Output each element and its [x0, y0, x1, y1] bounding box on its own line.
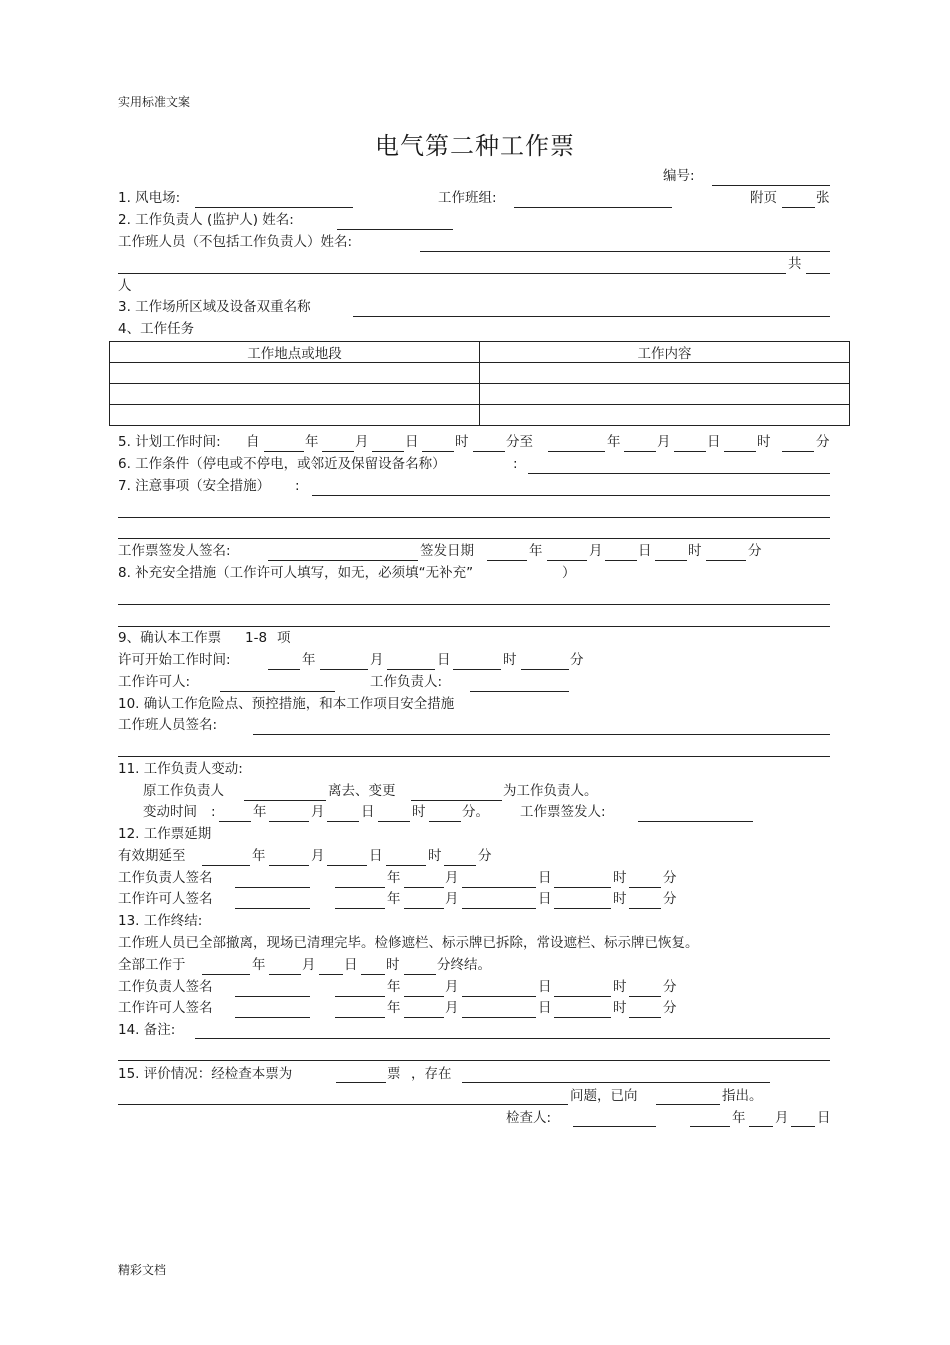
attached-pages-field[interactable]	[782, 207, 815, 208]
ticket-grade-field[interactable]	[336, 1082, 386, 1083]
month-label: 月	[445, 891, 459, 907]
end-day-field[interactable]	[319, 974, 343, 975]
permit-month-field[interactable]	[320, 669, 368, 670]
conditions-colon: :	[513, 456, 518, 472]
day-label: 日	[405, 434, 419, 450]
ext-leader-sign-label: 工作负责人签名	[118, 870, 213, 886]
from-year-field[interactable]	[264, 451, 304, 452]
remarks-field-2[interactable]	[118, 1060, 830, 1061]
to-minute-field[interactable]	[782, 451, 814, 452]
total-label: 共	[788, 256, 802, 272]
change-minute-field[interactable]	[429, 821, 461, 822]
hour-label: 时	[688, 543, 702, 559]
confirm-items-unit: 项	[277, 630, 291, 646]
permitter-field[interactable]	[220, 691, 335, 692]
day-label: 日	[817, 1110, 831, 1126]
end-minute-field[interactable]	[404, 974, 436, 975]
precautions-colon: :	[295, 478, 300, 494]
members-field-2[interactable]	[118, 273, 786, 274]
team-field[interactable]	[514, 207, 672, 208]
day-label: 日	[538, 1000, 552, 1016]
month-label: 月	[445, 979, 459, 995]
extend-year-field[interactable]	[202, 865, 250, 866]
member-sign-label: 工作班人员签名:	[118, 717, 218, 733]
person-unit: 人	[118, 278, 132, 294]
issue-month-field[interactable]	[547, 560, 587, 561]
problem-field-1[interactable]	[462, 1082, 770, 1083]
extra-measures-field-2[interactable]	[118, 626, 830, 627]
year-label: 年	[252, 957, 266, 973]
header-label: 实用标准文案	[118, 95, 191, 109]
termination-text: 工作班人员已全部撤离，现场已清理完毕。检修遮栏、标示牌已拆除，常设遮栏、标示牌已恢复。	[118, 935, 699, 951]
check-day-field[interactable]	[791, 1126, 815, 1127]
end-month-field[interactable]	[269, 974, 301, 975]
change-time-colon: :	[211, 804, 216, 820]
hour-label: 时	[455, 434, 469, 450]
extend-to-label: 有效期延至	[118, 848, 186, 864]
to-day-field[interactable]	[674, 451, 706, 452]
term-leader-sign-field[interactable]	[235, 996, 310, 997]
precautions-field-2[interactable]	[118, 517, 830, 518]
day-label: 日	[344, 957, 358, 973]
ext-permit-minute-field[interactable]	[629, 908, 661, 909]
term-leader-minute-field[interactable]	[629, 996, 661, 997]
new-leader-field[interactable]	[411, 800, 502, 801]
issue-hour-field[interactable]	[655, 560, 687, 561]
minute-label: 分	[478, 848, 492, 864]
precautions-label: 7. 注意事项（安全措施）	[118, 478, 271, 494]
number-label: 编号:	[663, 168, 695, 184]
day-label: 日	[538, 870, 552, 886]
term-leader-hour-field[interactable]	[554, 996, 611, 997]
task-table	[109, 341, 850, 426]
year-label: 年	[732, 1110, 746, 1126]
day-label: 日	[369, 848, 383, 864]
to-month-field[interactable]	[624, 451, 656, 452]
month-label: 月	[775, 1110, 789, 1126]
permitter-label: 工作许可人:	[118, 674, 191, 690]
month-label: 月	[311, 848, 325, 864]
task-header-row	[110, 342, 850, 363]
location-label: 3. 工作场所区域及设备双重名称	[118, 299, 311, 315]
day-label: 日	[437, 652, 451, 668]
total-count-field[interactable]	[806, 273, 830, 274]
month-label: 月	[370, 652, 384, 668]
term-permit-sign-field[interactable]	[235, 1017, 310, 1018]
conditions-label: 6. 工作条件（停电或不停电，或邻近及保留设备名称）	[118, 456, 446, 472]
ext-leader-month-field[interactable]	[404, 887, 444, 888]
year-label: 年	[253, 804, 267, 820]
from-hour-field[interactable]	[422, 451, 454, 452]
change-hour-field[interactable]	[378, 821, 410, 822]
minute-label: 分	[816, 434, 830, 450]
hour-label: 时	[503, 652, 517, 668]
ticket-label: 票	[387, 1066, 401, 1082]
members-field-1[interactable]	[420, 251, 830, 252]
month-label: 月	[657, 434, 671, 450]
checker-label: 检查人:	[506, 1110, 552, 1126]
leader-field[interactable]	[337, 229, 453, 230]
task-location-cell[interactable]	[110, 384, 480, 405]
year-label: 年	[529, 543, 543, 559]
ext-permit-month-field[interactable]	[404, 908, 444, 909]
end-hour-field[interactable]	[361, 974, 385, 975]
minute-label: 分	[663, 1000, 677, 1016]
wind-farm-label: 1. 风电场:	[118, 190, 181, 206]
term-permit-minute-field[interactable]	[629, 1017, 661, 1018]
extra-measures-field-1[interactable]	[118, 604, 830, 605]
year-label: 年	[607, 434, 621, 450]
confirm-label: 9、确认本工作票	[118, 630, 222, 646]
task-location-cell[interactable]	[110, 405, 480, 426]
hour-label: 时	[613, 891, 627, 907]
month-label: 月	[445, 870, 459, 886]
month-label: 月	[302, 957, 316, 973]
month-label: 月	[445, 1000, 459, 1016]
location-field[interactable]	[353, 316, 830, 317]
hour-label: 时	[613, 979, 627, 995]
day-label: 日	[538, 979, 552, 995]
termination-label: 13. 工作终结:	[118, 913, 203, 929]
permit-start-label: 许可开始工作时间:	[118, 652, 231, 668]
term-permit-hour-field[interactable]	[554, 1017, 611, 1018]
minute-label: 分	[663, 870, 677, 886]
ext-leader-sign-field[interactable]	[235, 887, 310, 888]
member-sign-field-2[interactable]	[118, 756, 830, 757]
change-time-label: 变动时间	[143, 804, 197, 820]
term-leader-year-field[interactable]	[335, 996, 385, 997]
end-year-field[interactable]	[202, 974, 250, 975]
minute-label: 分	[570, 652, 584, 668]
month-label: 月	[311, 804, 325, 820]
task-label: 4、工作任务	[118, 321, 195, 337]
extra-measures-close: ）	[562, 565, 576, 581]
hour-label: 时	[613, 1000, 627, 1016]
wind-farm-field[interactable]	[195, 207, 353, 208]
precautions-field-3[interactable]	[118, 538, 830, 539]
remarks-label: 14. 备注:	[118, 1022, 176, 1038]
term-permit-day-field[interactable]	[462, 1017, 536, 1018]
issue-day-field[interactable]	[605, 560, 637, 561]
number-field[interactable]	[712, 185, 830, 186]
to-hour-field[interactable]	[724, 451, 756, 452]
table-row	[110, 363, 850, 384]
term-leader-month-field[interactable]	[404, 996, 444, 997]
change-day-field[interactable]	[327, 821, 359, 822]
permit-hour-field[interactable]	[453, 669, 501, 670]
day-label: 日	[361, 804, 375, 820]
year-label: 年	[305, 434, 319, 450]
ext-permit-sign-field[interactable]	[235, 908, 310, 909]
year-label: 年	[387, 979, 401, 995]
ext-leader-minute-field[interactable]	[629, 887, 661, 888]
minute-label: 分	[663, 979, 677, 995]
issuer-sign-field[interactable]	[268, 560, 418, 561]
issue-year-field[interactable]	[487, 560, 527, 561]
problem-field-2[interactable]	[118, 1104, 568, 1105]
hazard-confirm-label: 10. 确认工作危险点、预控措施，和本工作项目安全措施	[118, 696, 455, 712]
extend-month-field[interactable]	[269, 865, 309, 866]
team-label: 工作班组:	[438, 190, 497, 206]
original-leader-label: 原工作负责人	[143, 783, 224, 799]
extend-day-field[interactable]	[327, 865, 367, 866]
term-permit-sign-label: 工作许可人签名	[118, 1000, 213, 1016]
extend-hour-field[interactable]	[386, 865, 426, 866]
ext-permit-year-field[interactable]	[335, 908, 385, 909]
end-label: 分终结。	[437, 957, 491, 973]
task-content-cell[interactable]	[480, 363, 850, 384]
hour-label: 时	[757, 434, 771, 450]
all-work-label: 全部工作于	[118, 957, 186, 973]
ext-leader-year-field[interactable]	[335, 887, 385, 888]
evaluation-label: 15. 评价情况：经检查本票为	[118, 1066, 293, 1082]
remarks-field-1[interactable]	[195, 1038, 830, 1039]
members-label: 工作班人员（不包括工作负责人）姓名:	[118, 234, 353, 250]
month-label: 月	[355, 434, 369, 450]
issue-minute-field[interactable]	[706, 560, 746, 561]
permit-minute-field[interactable]	[521, 669, 569, 670]
from-label: 自	[246, 434, 260, 450]
year-label: 年	[252, 848, 266, 864]
minute-label: 分	[748, 543, 762, 559]
point-label: 指出。	[722, 1088, 763, 1104]
day-label: 日	[707, 434, 721, 450]
attached-label: 附页	[750, 190, 777, 206]
year-label: 年	[387, 891, 401, 907]
exist-label: ，存在	[411, 1066, 452, 1082]
term-permit-month-field[interactable]	[404, 1017, 444, 1018]
task-col-location: 工作地点或地段	[110, 342, 480, 363]
day-label: 日	[538, 891, 552, 907]
problem-label: 问题，已向	[570, 1088, 638, 1104]
permit-year-field[interactable]	[268, 669, 300, 670]
leader-label: 2. 工作负责人 (监护人) 姓名:	[118, 212, 294, 228]
minute-end-label: 分。	[462, 804, 489, 820]
year-label: 年	[302, 652, 316, 668]
minute-to-label: 分至	[506, 434, 533, 450]
extra-measures-label: 8. 补充安全措施（工作许可人填写，如无，必须填“无补充”	[118, 565, 474, 581]
task-content-cell[interactable]	[480, 405, 850, 426]
ext-permit-day-field[interactable]	[462, 908, 536, 909]
task-content-cell[interactable]	[480, 384, 850, 405]
term-leader-sign-label: 工作负责人签名	[118, 979, 213, 995]
task-col-content: 工作内容	[480, 342, 850, 363]
ext-leader-day-field[interactable]	[462, 887, 536, 888]
check-month-field[interactable]	[749, 1126, 773, 1127]
term-permit-year-field[interactable]	[335, 1017, 385, 1018]
leave-change-label: 离去、变更	[328, 783, 396, 799]
ext-leader-hour-field[interactable]	[554, 887, 611, 888]
planned-time-label: 5. 计划工作时间:	[118, 434, 221, 450]
checker-field[interactable]	[573, 1126, 656, 1127]
hour-label: 时	[412, 804, 426, 820]
from-minute-field[interactable]	[473, 451, 505, 452]
change-year-field[interactable]	[219, 821, 251, 822]
leader-change-label: 11. 工作负责人变动:	[118, 761, 243, 777]
minute-label: 分	[663, 891, 677, 907]
year-label: 年	[387, 870, 401, 886]
precautions-field-1[interactable]	[312, 495, 830, 496]
day-label: 日	[638, 543, 652, 559]
pointed-to-field[interactable]	[656, 1104, 720, 1105]
extend-minute-field[interactable]	[444, 865, 476, 866]
year-label: 年	[387, 1000, 401, 1016]
footer-label: 精彩文档	[118, 1263, 167, 1277]
table-row	[110, 384, 850, 405]
check-year-field[interactable]	[690, 1126, 730, 1127]
table-row	[110, 405, 850, 426]
original-leader-field[interactable]	[244, 800, 326, 801]
permit-leader-field[interactable]	[470, 691, 569, 692]
ext-permit-sign-label: 工作许可人签名	[118, 891, 213, 907]
from-month-field[interactable]	[322, 451, 354, 452]
task-location-cell[interactable]	[110, 363, 480, 384]
hour-label: 时	[613, 870, 627, 886]
page-title: 电气第二种工作票	[375, 132, 575, 160]
hour-label: 时	[428, 848, 442, 864]
extension-label: 12. 工作票延期	[118, 826, 212, 842]
permit-day-field[interactable]	[387, 669, 435, 670]
conditions-field[interactable]	[528, 473, 830, 474]
issuer-sign-label: 工作票签发人签名:	[118, 543, 231, 559]
term-leader-day-field[interactable]	[462, 996, 536, 997]
permit-leader-label: 工作负责人:	[370, 674, 443, 690]
hour-label: 时	[386, 957, 400, 973]
change-month-field[interactable]	[269, 821, 309, 822]
from-day-field[interactable]	[372, 451, 404, 452]
change-issuer-field[interactable]	[638, 821, 753, 822]
issue-date-label: 签发日期	[420, 543, 474, 559]
change-issuer-label: 工作票签发人:	[520, 804, 606, 820]
member-sign-field-1[interactable]	[253, 734, 830, 735]
attached-unit: 张	[816, 190, 830, 206]
ext-permit-hour-field[interactable]	[554, 908, 611, 909]
confirm-items: 1-8	[245, 630, 268, 646]
to-year-field[interactable]	[548, 451, 605, 452]
as-leader-label: 为工作负责人。	[503, 783, 598, 799]
month-label: 月	[589, 543, 603, 559]
